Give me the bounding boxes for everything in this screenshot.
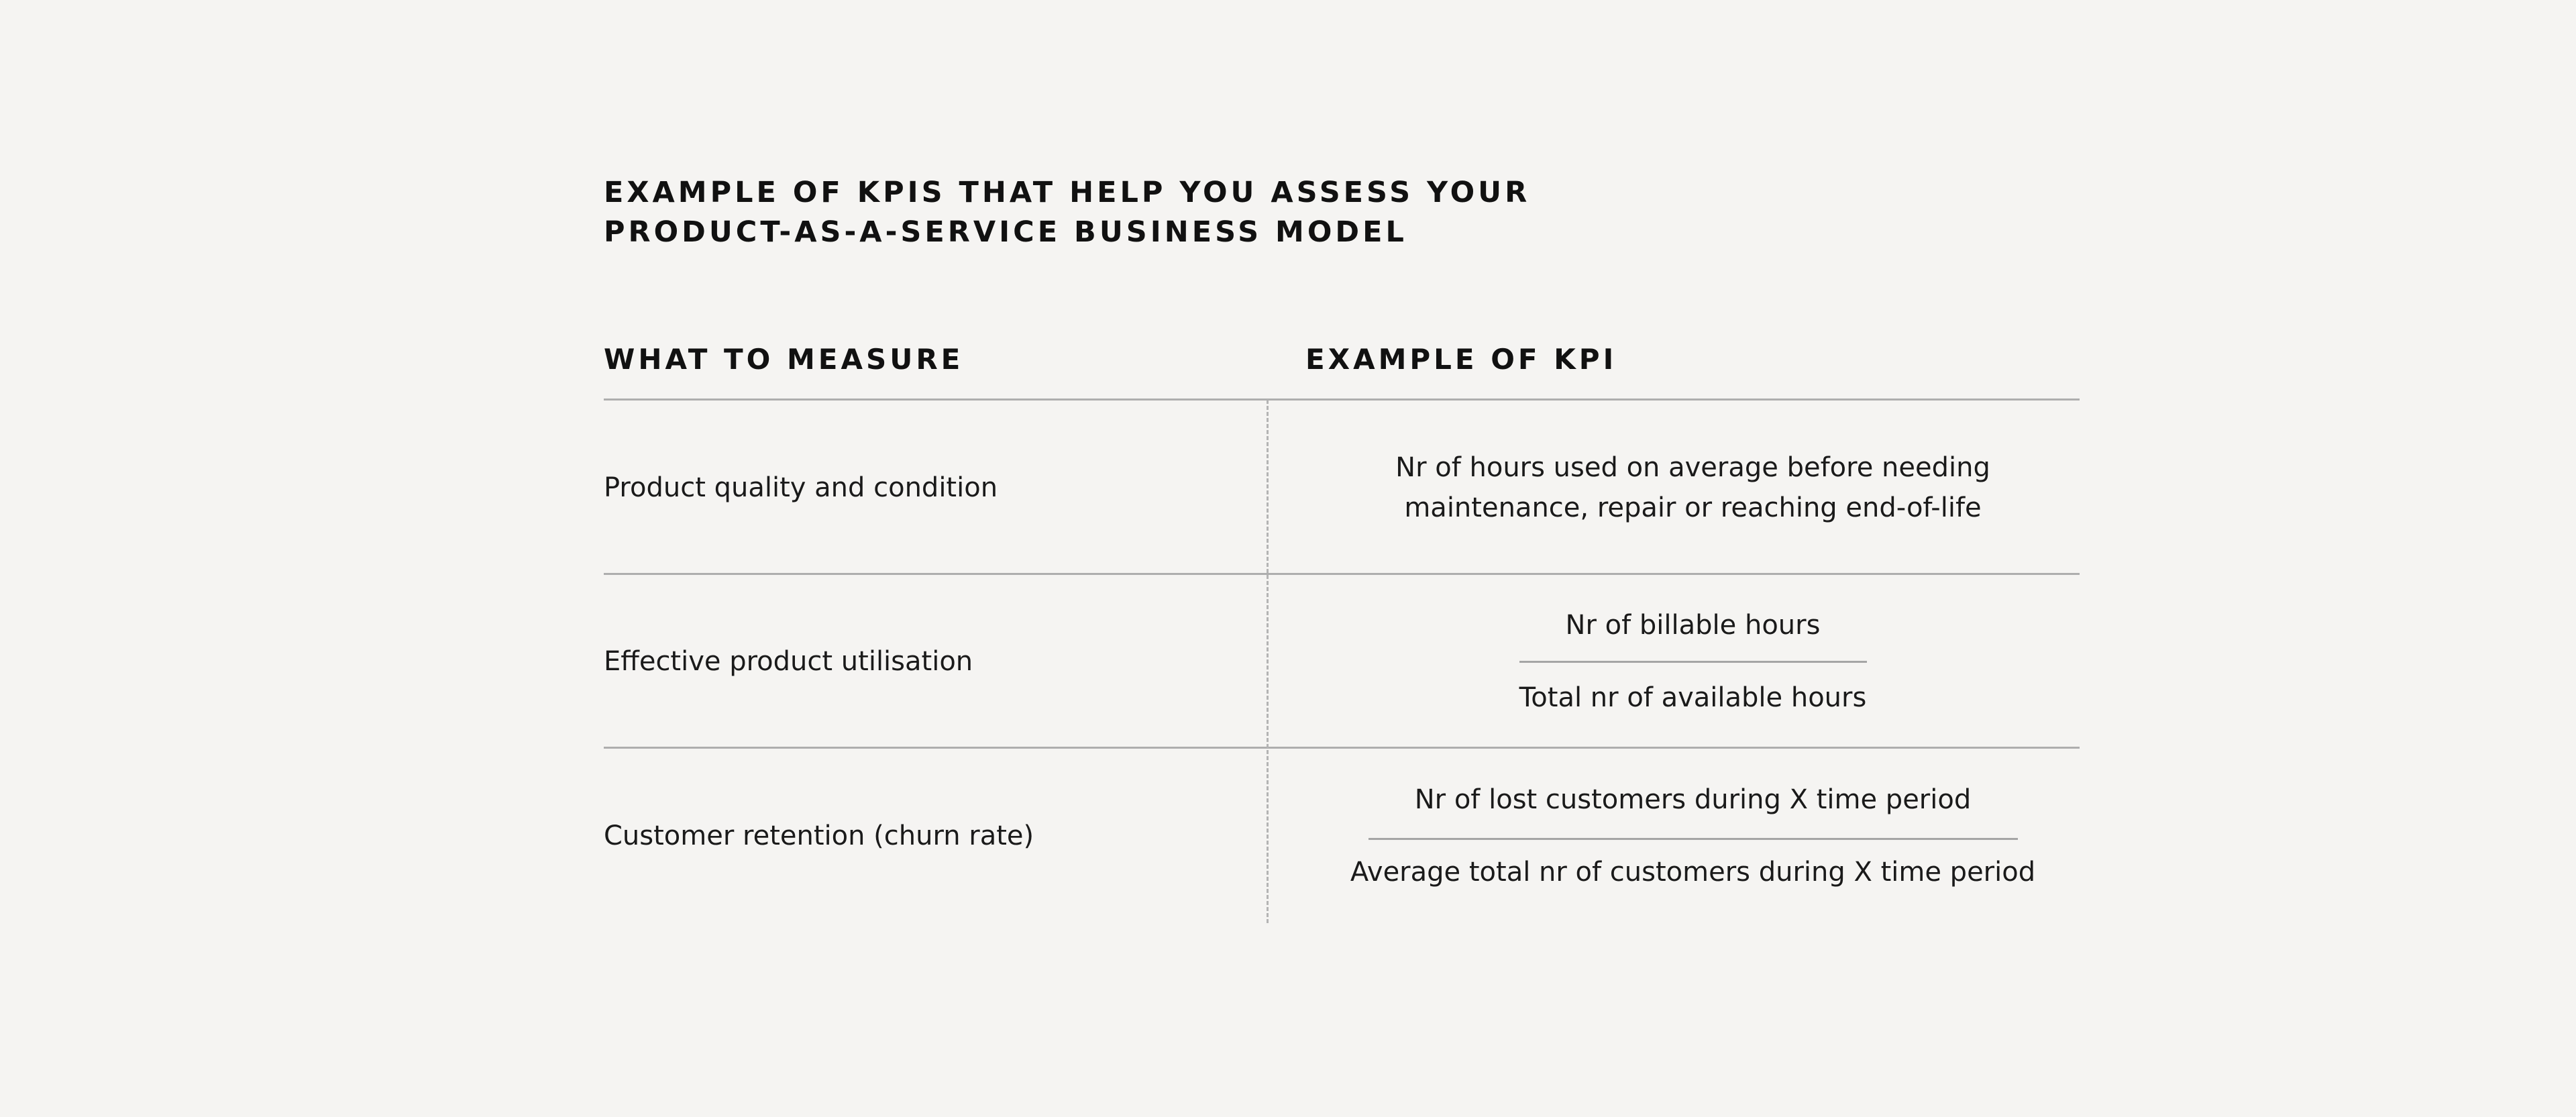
row-3-kpi-denominator: Average total nr of customers during X time period (1350, 857, 2036, 888)
page-title-line-2: PRODUCT-AS-A-SERVICE BUSINESS MODEL (604, 215, 1407, 249)
row-3-measure: Customer retention (churn rate) (604, 820, 1034, 851)
row-divider (604, 573, 2080, 575)
column-header-what-to-measure: WHAT TO MEASURE (604, 343, 964, 376)
row-2-fraction-line (1519, 661, 1867, 663)
page-title-line-1: EXAMPLE OF KPIS THAT HELP YOU ASSESS YOUR (604, 176, 1531, 209)
row-2-kpi-denominator: Total nr of available hours (1519, 682, 1867, 713)
page-title (604, 173, 1530, 252)
row-1-kpi-line-2: maintenance, repair or reaching end-of-life (1404, 492, 1982, 523)
row-1-kpi (1269, 447, 2117, 528)
row-1-measure: Product quality and condition (604, 472, 998, 503)
column-header-example-of-kpi: EXAMPLE OF KPI (1305, 343, 1617, 376)
row-1-kpi-line-1: Nr of hours used on average before needing (1395, 452, 1990, 483)
row-3-fraction-line (1368, 838, 2018, 840)
header-divider (604, 398, 2080, 401)
row-divider (604, 747, 2080, 749)
row-2-kpi-numerator: Nr of billable hours (1565, 610, 1821, 641)
row-3-kpi-numerator: Nr of lost customers during X time period (1414, 784, 1972, 815)
row-2-measure: Effective product utilisation (604, 646, 973, 677)
